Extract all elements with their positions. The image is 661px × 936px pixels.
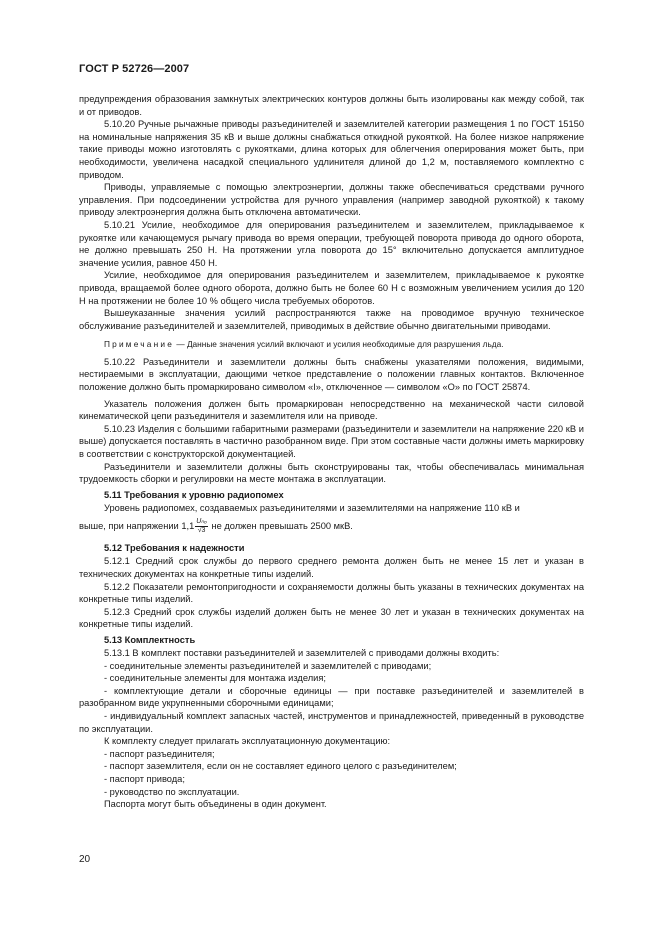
page-header: ГОСТ Р 52726—2007: [79, 63, 190, 75]
formula-prefix: выше, при напряжении 1,1: [79, 521, 195, 532]
paragraph: Усилие, необходимое для оперирования разъединителем и заземлителем, прикладываемое к рукоятке привода, вращаемой более одного оборота, должно быть не более 60 Н с возможным увеличением усилия до 120 Н на протяжении не более 10 % общего числа требуемых оборотов.: [79, 270, 584, 306]
note: [79, 338, 584, 351]
page-number: 20: [79, 854, 91, 865]
voltage-fraction: [195, 518, 208, 535]
paragraph: Приводы, управляемые с помощью электроэнергии, должны также обеспечиваться средствами ручного управления. При подсоединении устройства для ручного управления (например заводной рукояткой) к такому приводу электроэнергия должна быть отключена автоматически.: [79, 182, 584, 218]
section-heading-5-13: 5.13 Комплектность: [104, 634, 196, 645]
formula-suffix: не должен превышать 2500 мкВ.: [208, 521, 353, 532]
note-text: — Данные значения усилий включают и усилия необходимые для разрушения льда.: [174, 339, 504, 350]
page-content: [79, 93, 584, 811]
paragraph-5-12-3: 5.12.3 Средний срок службы изделий должен быть не менее 30 лет и указан в технических документах на конкретные типы изделий.: [79, 606, 584, 630]
paragraph-5-10-22: 5.10.22 Разъединители и заземлители должны быть снабжены указателями положения, видимыми, нестираемыми в эксплуатации, дающими четкое представление о положении главных контактов. Включенное положение должно быть промаркировано символом «I», отключенное — символом «О» по ГОСТ 25874.: [79, 356, 584, 393]
paragraph-5-10-23: 5.10.23 Изделия с большими габаритными размерами (разъединители и заземлители на напряжение 220 кВ и выше) допускается поставлять в частично разобранном виде. При этом составные части должны иметь маркировку в соответствии с конструкторской документацией.: [79, 423, 584, 460]
paragraph: Указатель положения должен быть промаркирован непосредственно на механической части силовой кинематической цепи разъединителя и заземлителя или на приводе.: [79, 398, 584, 422]
fraction-denominator: √3: [197, 527, 206, 535]
paragraph-5-12-2: 5.12.2 Показатели ремонтопригодности и сохраняемости должны быть указаны в технических документах на конкретные типы изделий.: [79, 581, 584, 605]
note-label: Примечание: [104, 339, 175, 350]
list-item: - паспорт заземлителя, если он не составляет единого целого с разъединителем;: [104, 761, 457, 772]
paragraph: предупреждения образования замкнутых электрических контуров должны быть изолированы как между собой, так и от приводов.: [79, 94, 584, 117]
fraction-numerator: Uₙₒ: [196, 518, 207, 526]
list-item: - соединительные элементы разъединителей и заземлителей с приводами;: [104, 660, 432, 671]
section-heading-5-11: 5.11 Требования к уровню радиопомех: [104, 489, 284, 500]
paragraph-5-12-1: 5.12.1 Средний срок службы до первого среднего ремонта должен быть не менее 15 лет и указан в технических документах на конкретные типы изделий.: [79, 556, 584, 579]
section-heading-5-12: 5.12 Требования к надежности: [104, 543, 245, 554]
paragraph: К комплекту следует прилагать эксплуатационную документацию:: [104, 736, 391, 747]
paragraph-5-10-20: 5.10.20 Ручные рычажные приводы разъединителей и заземлителей категории размещения 1 по ГОСТ 15150 на номинальные напряжения 35 кВ и выше должны снабжаться откидной рукояткой. На более низкое напряжение такие приводы можно изготовлять с рукоятками, длина которых для облегчения оперирования может быть, при необходимости, увеличена насадкой специального удлинителя длиной до 1,2 м, поставляемого комплектно с приводом.: [79, 119, 584, 180]
list-item: - руководство по эксплуатации.: [104, 786, 240, 797]
list-item: - паспорт разъединителя;: [104, 748, 215, 759]
list-item: - индивидуальный комплект запасных частей, инструментов и принадлежностей, приведенный в руководстве по эксплуатации.: [79, 710, 584, 734]
paragraph: Вышеуказанные значения усилий распространяются также на проводимое вручную техническое обслуживание разъединителей и заземлителей, приводимых в действие обычно двигательными приводами.: [79, 308, 584, 331]
paragraph: Уровень радиопомех, создаваемых разъединителями и заземлителями на напряжение 110 кВ и: [104, 502, 520, 513]
formula-line: [79, 518, 584, 535]
paragraph-5-13-1: 5.13.1 В комплект поставки разъединителей и заземлителей с приводами должны входить:: [104, 647, 500, 658]
paragraph: Разъединители и заземлители должны быть сконструированы так, чтобы обеспечивалась минимальная трудоемкость сборки и регулировки на месте монтажа в эксплуатации.: [79, 461, 584, 485]
list-item: - соединительные элементы для монтажа изделия;: [104, 673, 326, 684]
list-item: - комплектующие детали и сборочные единицы — при поставке разъединителей и заземлителей в разобранном виде укрупненными сборочными единицами;: [79, 685, 584, 709]
paragraph-5-10-21: 5.10.21 Усилие, необходимое для оперирования разъединителем и заземлителем, прикладываемое к рукоятке или качающемуся рычагу привода во время операции, требующей поворота привода до одного оборота, не должно превышать 250 Н. На протяжении угла поворота до 15° включительно допускается амплитудное значение усилия, равное 450 Н.: [79, 219, 584, 268]
list-item: - паспорт привода;: [104, 773, 185, 784]
paragraph: Паспорта могут быть объединены в один документ.: [104, 799, 327, 810]
